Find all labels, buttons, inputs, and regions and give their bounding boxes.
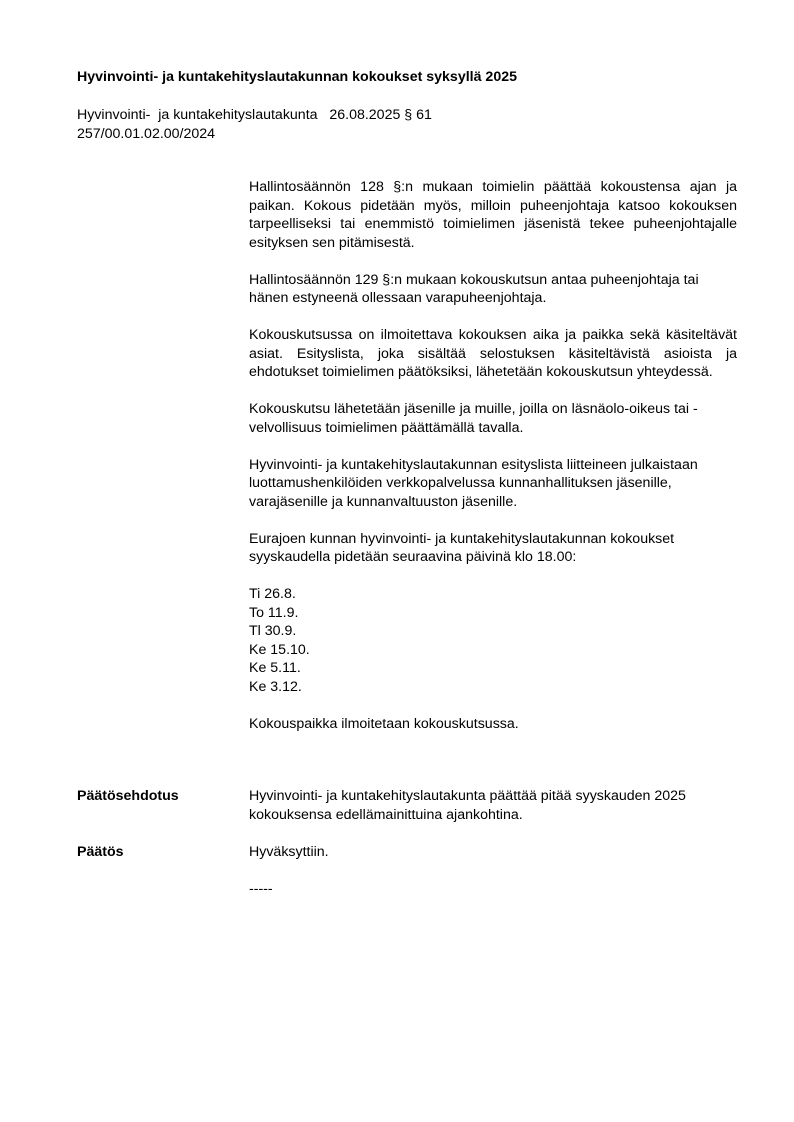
meeting-dates-list	[249, 585, 737, 696]
body-paragraph: Hyvinvointi- ja kuntakehityslautakunnan esityslista liitteineen julkaistaan luottamushenkilöiden verkkopalvelussa kunnanhallituksen jäsenille, varajäsenille ja kunnanvaltuuston jäsenille.	[249, 456, 698, 510]
body-paragraph: Eurajoen kunnan hyvinvointi- ja kuntakehityslautakunnan kokoukset syyskaudella pidetään seuraavina päivinä klo 18.00:	[249, 530, 675, 565]
meeting-date: To 11.9.	[249, 604, 299, 621]
document-meta	[77, 106, 432, 143]
meeting-date: Ke 15.10.	[249, 641, 310, 658]
end-mark: -----	[249, 881, 273, 897]
meeting-reference: Hyvinvointi- ja kuntakehityslautakunta 26.08.2025 § 61	[77, 107, 432, 123]
decision-text: Hyväksyttiin.	[249, 844, 329, 860]
location-note: Kokouspaikka ilmoitetaan kokouskutsussa.	[249, 715, 519, 732]
body-paragraph: Kokouskutsussa on ilmoitettava kokouksen aika ja paikka sekä käsiteltävät asiat. Esityslista, joka sisältää selostuksen käsiteltävistä asioista ja ehdotukset toimielimen päätöksiksi, lähetetään kokouskutsun yhteydessä.	[249, 327, 737, 380]
decision-label: Päätös	[77, 844, 124, 860]
case-number: 257/00.01.02.00/2024	[77, 125, 216, 142]
document-body	[249, 178, 737, 752]
meeting-date: Ti 26.8.	[249, 586, 296, 602]
meeting-date: Ke 3.12.	[249, 678, 302, 695]
body-paragraph: Hallintosäännön 129 §:n mukaan kokouskutsun antaa puheenjohtaja tai hänen estyneenä ollessaan varapuheenjohtaja.	[249, 271, 699, 306]
body-paragraph: Kokouskutsu lähetetään jäsenille ja muille, joilla on läsnäolo-oikeus tai -velvollisuus toimielimen päättämällä tavalla.	[249, 401, 698, 436]
body-paragraph: Hallintosäännön 128 §:n mukaan toimielin päättää kokoustensa ajan ja paikan. Kokous pidetään myös, milloin puheenjohtaja katsoo kokouksen tarpeelliseksi tai enemmistö toimielimen jäsenistä tekee puheenjohtajalle esityksen sen pitämisestä.	[249, 179, 737, 251]
proposal-label: Päätösehdotus	[77, 788, 179, 804]
meeting-date: Ke 5.11.	[249, 660, 301, 676]
document-title: Hyvinvointi- ja kuntakehityslautakunnan kokoukset syksyllä 2025	[77, 69, 517, 85]
meeting-date: Tl 30.9.	[249, 623, 297, 639]
proposal-text: Hyvinvointi- ja kuntakehityslautakunta päättää pitää syyskauden 2025 kokouksensa edellämainittuina ajankohtina.	[249, 788, 686, 823]
